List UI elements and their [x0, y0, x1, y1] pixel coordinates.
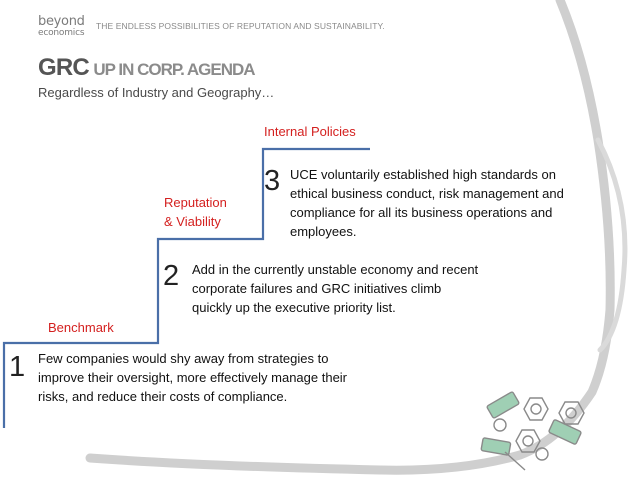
step-3-number: 3 — [264, 165, 281, 197]
step-3-label: Internal Policies — [264, 124, 356, 139]
logo-text-top: beyond — [38, 14, 85, 29]
step-1-label: Benchmark — [48, 320, 114, 335]
page-title-main: GRC — [38, 54, 89, 81]
step-1-text: Few companies would shy away from strategies to improve their oversight, more effectively manage their risks, and reduce their costs of compliance. — [38, 351, 348, 404]
page-subtitle: Regardless of Industry and Geography… — [38, 85, 275, 100]
step-2-text: Add in the currently unstable economy and recent corporate failures and GRC initiatives climb quickly up the executive priority list. — [192, 262, 479, 315]
step-2-label: Reputation & Viability — [164, 195, 227, 229]
step-3-text: UCE voluntarily established high standards on ethical business conduct, risk management and compliance for all its business operations and employees. — [290, 167, 564, 239]
logo-text-bottom: economics — [38, 28, 85, 38]
page-title-sub: UP IN CORP. AGENDA — [93, 60, 255, 79]
tagline: THE ENDLESS POSSIBILITIES OF REPUTATION AND SUSTAINABILITY. — [96, 21, 385, 31]
brand-logo — [38, 14, 88, 42]
page-title — [38, 54, 255, 82]
step-2-number: 2 — [163, 260, 180, 292]
step-1-number: 1 — [9, 351, 26, 383]
